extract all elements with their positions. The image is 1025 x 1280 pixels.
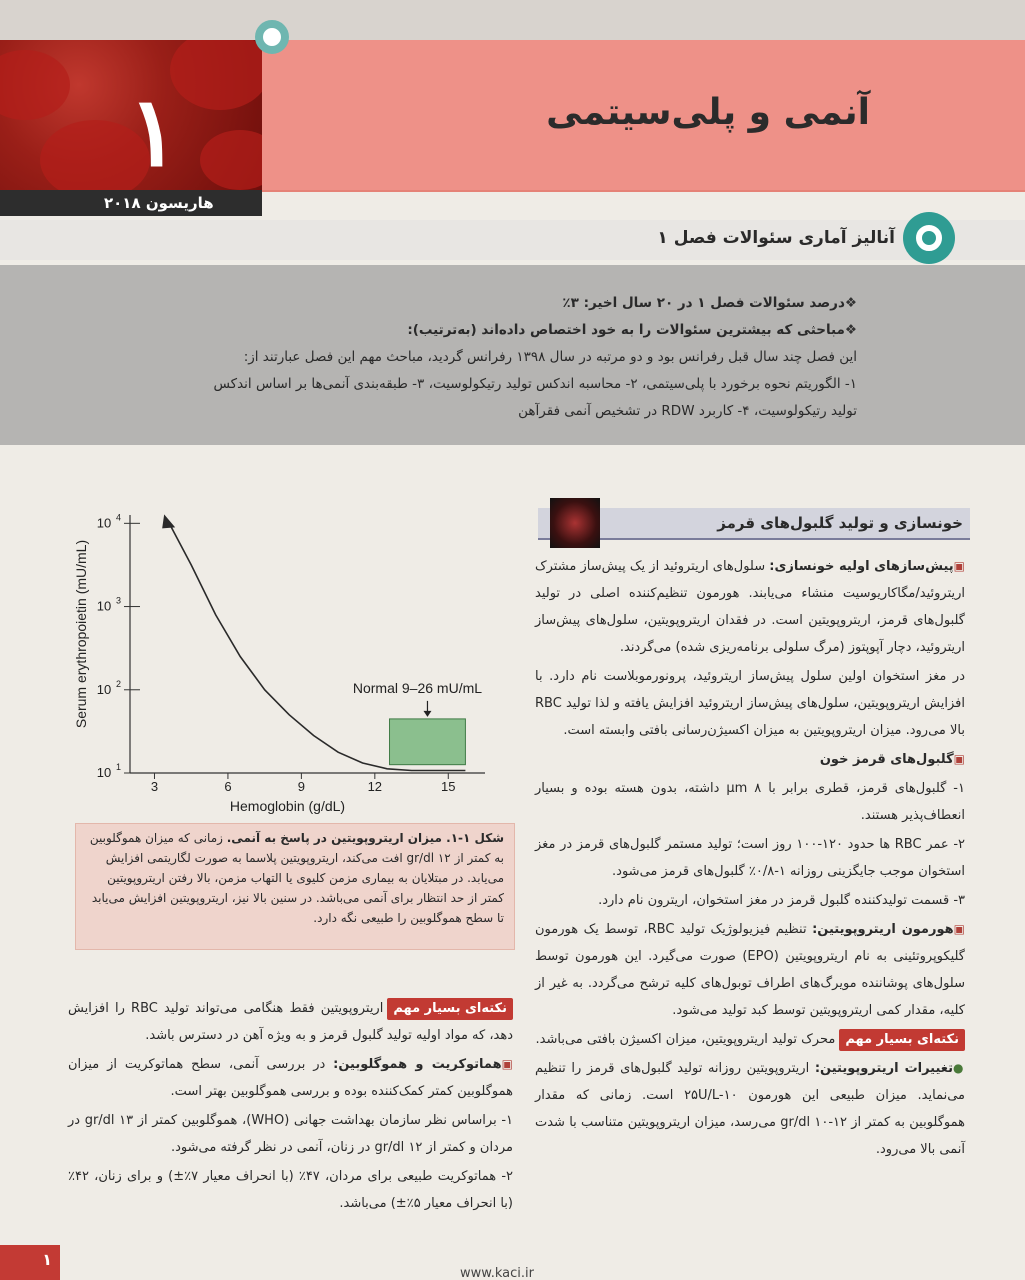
subheading: ▣ هورمون اریتروپویتین: <box>812 922 965 937</box>
y-axis-label: Serum erythropoietin (mU/mL) <box>73 539 89 729</box>
analysis-text <box>157 290 857 425</box>
top-strip <box>0 0 1025 40</box>
y-tick-label: 10 <box>96 515 112 531</box>
chapter-image <box>0 40 262 190</box>
y-tick-exponent: 2 <box>116 678 122 689</box>
subheading: ▣ هماتوکریت و هموگلوبین: <box>333 1057 513 1072</box>
paragraph-text: اریتروپویتین روزانه تولید گلبول‌های قرمز را تنظیم می‌نماید. میزان طبیعی این هورمون ۲۵U/L-۱۰ است. زمانی که مقدار هموگلوبین به کمتر از ۱۲-۱۰ gr/dl می‌رسد، میزان اریتروپویتین متناسب با شدت آنمی بالا می‌رود. <box>535 1061 966 1157</box>
paragraph: ۲- عمر RBC ها حدود ۱۲۰-۱۰۰ روز است؛ تولید مستمر گلبول‌های قرمز در مغز استخوان موجب جایگزینی روزانه ۱-۰/۸٪ گلبول‌های قرمز می‌شود. <box>535 837 966 879</box>
annotation-arrowhead <box>423 711 431 717</box>
page-number: ١ <box>0 1245 60 1280</box>
chapter-number: ١ <box>128 75 180 188</box>
analysis-bullet-topics: ❖ مباحثی که بیشترین سئوالات را به خود اختصاص داده‌اند (به‌ترتیب): <box>157 317 857 344</box>
caption-text: زمانی که میزان هموگلوبین به کمتر از ۱۲ gr/dl افت می‌کند، اریتروپویتین پلاسما به صورت لگاریتمی افزایش می‌یابد. در مبتلایان به بیماری مزمن کلیوی یا التهاب مزمن، بالا رفتن اریتروپویتین کمتر از حد انتظار برای آنمی می‌باشد. در سنین بالا نیز، اریتروپویتین افزایش می‌یابد تا سطح هموگلوبین را طبیعی نگه دارد. <box>89 831 504 925</box>
section-title: خونسازی و تولید گلبول‌های قرمز <box>717 514 963 532</box>
analysis-line: تولید رتیکولوسیت، ۴- کاربرد RDW در تشخیص آنمی فقرآهن <box>518 403 857 419</box>
x-tick-label: 6 <box>224 779 232 794</box>
important-badge: نکته‌ای بسیار مهم <box>839 1029 965 1051</box>
x-tick-label: 12 <box>367 779 383 794</box>
subheading: ● تغییرات اریتروپویتین: <box>815 1061 965 1076</box>
figure-caption <box>75 823 515 950</box>
paragraph <box>68 1051 513 1105</box>
right-column <box>535 553 965 1165</box>
x-tick-label: 9 <box>297 779 305 794</box>
paragraph: ۲- هماتوکریت طبیعی برای مردان، ۴۷٪ (با انحراف معیار ۷٪±) و برای زنان، ۴۲٪ (با انحراف معیار ۵٪±) می‌باشد. <box>68 1169 513 1211</box>
x-tick-label: 15 <box>441 779 456 794</box>
paragraph-text: سلول‌های اریتروئید از یک پیش‌ساز مشترک اریتروئید/مگاکاریوسیت منشاء می‌یابند. هورمون تنظیم‌کننده اصلی در تولید گلبول‌های قرمز، اریتروپویتین است. در فقدان اریتروپویتین، سلول‌های پیش‌ساز اریتروئید، دچار آپوپتوز (مرگ سلولی برنامه‌ریزی شده) می‌گردند. <box>535 559 965 655</box>
analysis-bullet-percent: ❖ درصد سئوالات فصل ١ در ٢٠ سال اخیر: ٣٪ <box>157 290 857 317</box>
subheading: ▣ گلبول‌های قرمز خون <box>535 746 965 773</box>
paragraph: ۱- براساس نظر سازمان بهداشت جهانی (WHO)، هموگلوبین کمتر از ۱۳ gr/dl در مردان و کمتر از ۱۲ gr/dl در زنان، آنمی در نظر گرفته می‌شود. <box>68 1113 513 1155</box>
analysis-line: این فصل چند سال قبل رفرانس بود و دو مرتبه در سال ۱۳۹۸ رفرانس گردید، مباحث مهم این فصل عبارتند از: <box>243 349 857 365</box>
paragraph <box>535 916 965 1024</box>
paragraph-text: تنظیم فیزیولوژیک تولید RBC، توسط یک هورمون گلیکوپروتئینی به نام اریتروپویتین (EPO) صورت می‌گیرد. این هورمون توسط سلول‌های پوشاننده مویرگ‌های اطراف توبول‌های کلیه ترشح می‌گردد. به غیر از کلیه، مقدار کمی اریتروپویتین توسط کبد تولید می‌شود. <box>535 922 965 1018</box>
epo-chart-svg <box>70 495 520 815</box>
footer-url: www.kaci.ir <box>460 1266 534 1280</box>
paragraph <box>68 995 513 1049</box>
paragraph-text: در بررسی آنمی، سطح هماتوکریت از میزان هموگلوبین کمتر کمک‌کننده بوده و بررسی هموگلوبین بهتر است. <box>68 1057 513 1099</box>
book-label: هاریسون ۲۰۱۸ <box>0 190 262 216</box>
page-title: آنمی و پلی‌سیتمی <box>546 92 870 133</box>
epo-chart <box>70 495 520 815</box>
y-tick-exponent: 3 <box>116 595 122 606</box>
analysis-title: آنالیز آماری سئوالات فصل ١ <box>657 228 895 248</box>
normal-range-annotation: Normal 9–26 mU/mL <box>352 679 483 696</box>
left-column <box>68 995 513 1219</box>
y-tick-label: 10 <box>96 765 112 780</box>
paragraph: ۳- قسمت تولیدکننده گلبول قرمز در مغز استخوان، اریترون نام دارد. <box>598 893 965 908</box>
analysis-line: ۱- الگوریتم نحوه برخورد با پلی‌سیتمی، ۲- محاسبه اندکس تولید رتیکولوسیت، ۳- طبقه‌بندی آنمی‌ها بر اساس اندکس <box>213 376 857 392</box>
x-axis-label: Hemoglobin (g/dL) <box>229 798 346 814</box>
paragraph <box>535 1026 965 1053</box>
paragraph: ۱- گلبول‌های قرمز، قطری برابر با ۸ μm داشته، بدون هسته بوده و بسیار انعطاف‌پذیر هستند. <box>535 781 965 823</box>
x-tick-label: 3 <box>150 779 159 794</box>
paragraph <box>535 553 965 661</box>
paragraph-text: محرک تولید اریتروپویتین، میزان اکسیژن بافتی می‌باشد. <box>535 1032 836 1047</box>
header-circle-icon <box>255 20 289 54</box>
title-divider <box>262 190 1025 192</box>
paragraph: در مغز استخوان اولین سلول پیش‌ساز اریتروئید، پرونورموبلاست نام دارد. با افزایش اریتروپویتین، سلول‌های پیش‌ساز اریتروئید افزایش یافته و لذا تولید RBC بالا می‌رود. میزان اریتروپویتین به میزان اکسیژن‌رسانی بافتی وابسته است. <box>535 669 965 738</box>
caption-title: شکل ١-١. میزان اریتروپویتین در پاسخ به آنمی. <box>226 831 504 845</box>
section-thumbnail <box>550 498 600 548</box>
analysis-icon <box>903 212 955 264</box>
subheading: ▣ پیش‌سازهای اولیه خونسازی: <box>769 559 965 574</box>
paragraph-text: اریتروپویتین فقط هنگامی می‌تواند تولید RBC را افزایش دهد، که مواد اولیه تولید گلبول قرمز و به ویژه آهن در دسترس باشد. <box>68 1001 513 1043</box>
normal-range-box <box>390 719 466 765</box>
y-tick-label: 10 <box>96 598 112 614</box>
curve-arrowhead <box>162 514 175 528</box>
y-tick-label: 10 <box>96 681 112 697</box>
y-tick-exponent: 4 <box>116 512 122 523</box>
y-tick-exponent: 1 <box>116 762 122 772</box>
important-badge: نکته‌ای بسیار مهم <box>387 998 513 1020</box>
paragraph <box>535 1055 965 1163</box>
